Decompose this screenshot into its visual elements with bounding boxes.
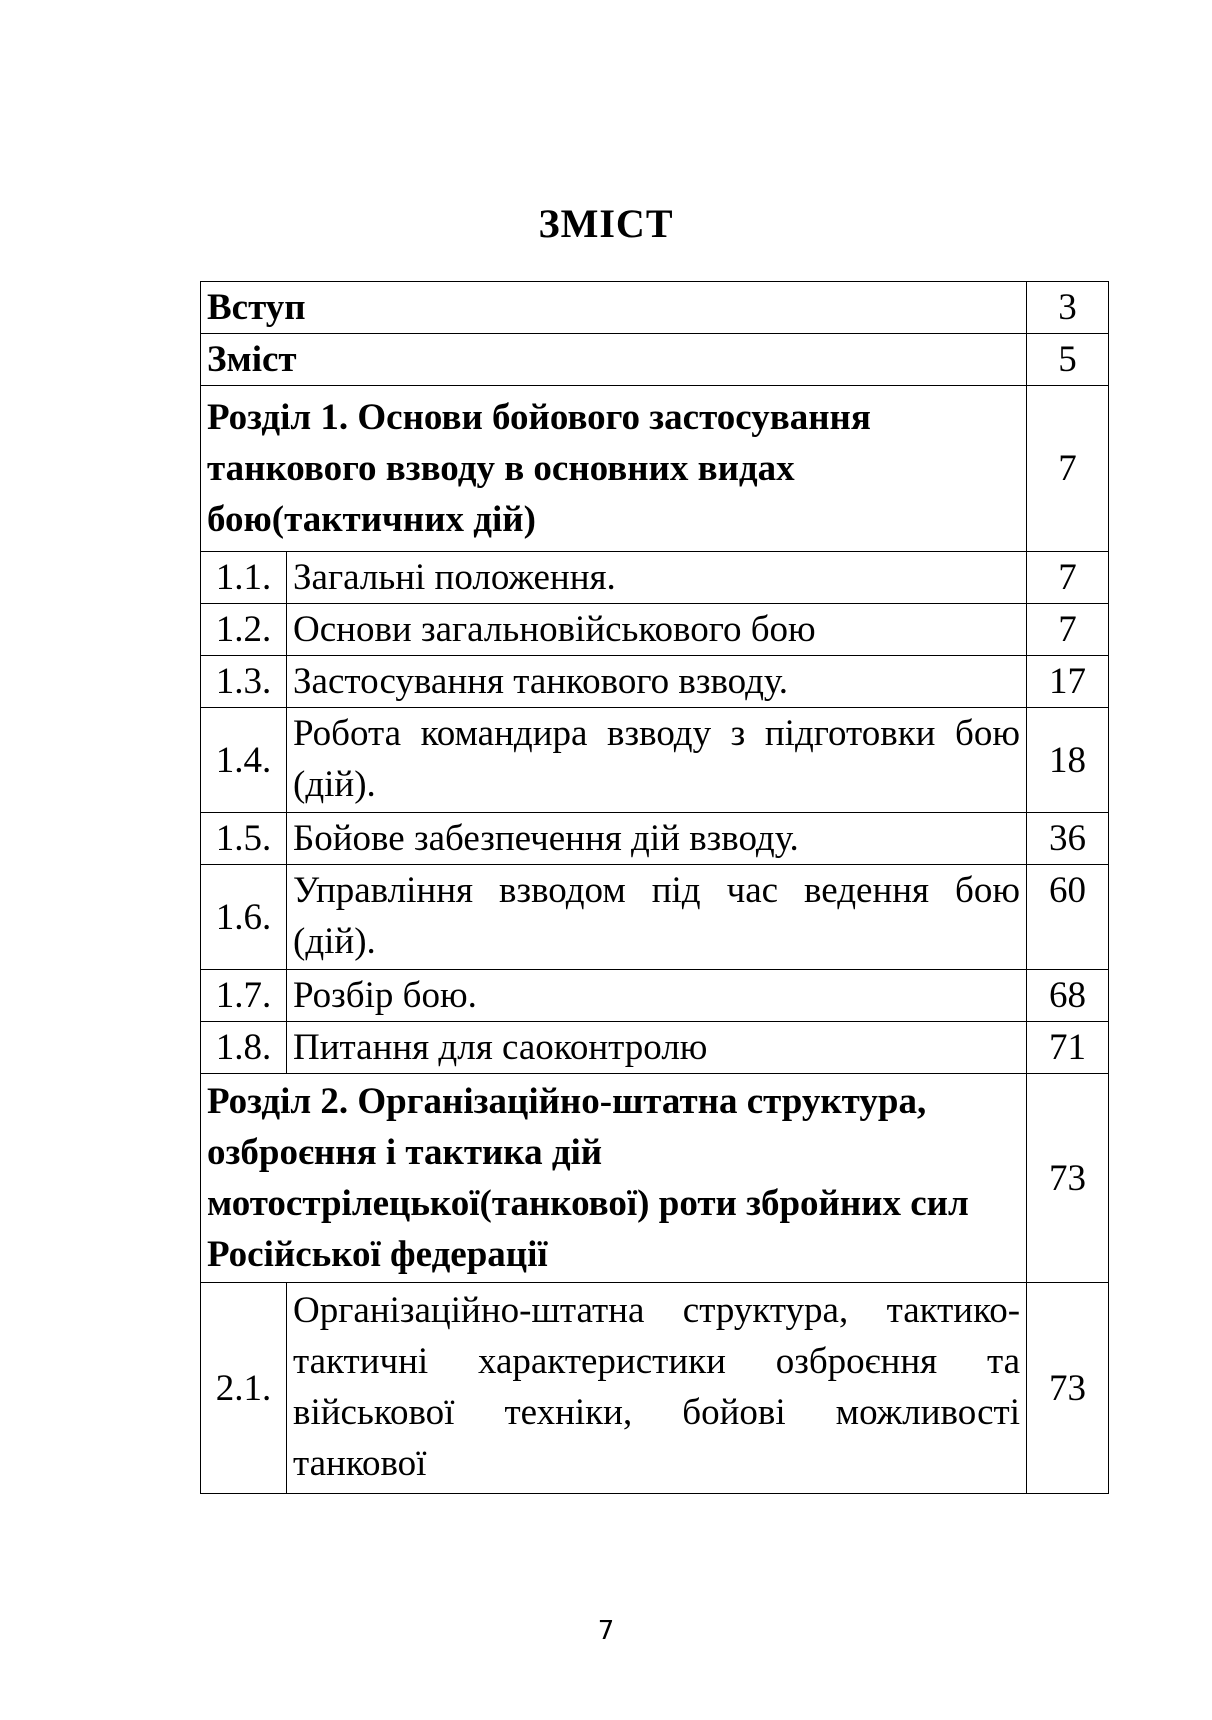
toc-row-contents — [201, 334, 1109, 386]
toc-entry-text: Бойове забезпечення дій взводу. — [287, 813, 1027, 865]
toc-entry-page: 73 — [1027, 1283, 1109, 1494]
toc-entry-text: Розбір бою. — [287, 970, 1027, 1022]
toc-entry-number: 1.5. — [201, 813, 287, 865]
toc-row-section-1 — [201, 386, 1109, 552]
toc-entry-text: Питання для саоконтролю — [287, 1022, 1027, 1074]
toc-row-1-5 — [201, 813, 1109, 865]
toc-row-1-6 — [201, 865, 1109, 970]
toc-row-1-4 — [201, 708, 1109, 813]
toc-entry-text: Загальні положення. — [287, 552, 1027, 604]
toc-row-intro — [201, 282, 1109, 334]
toc-row-1-7 — [201, 970, 1109, 1022]
toc-row-1-8 — [201, 1022, 1109, 1074]
toc-entry-number: 1.8. — [201, 1022, 287, 1074]
toc-entry-text: Управління взводом під час ведення бою (дій). — [287, 865, 1027, 970]
toc-entry-page: 17 — [1027, 656, 1109, 708]
toc-entry-text: Основи загальновійськового бою — [287, 604, 1027, 656]
toc-entry-page: 3 — [1027, 282, 1109, 334]
toc-row-1-1 — [201, 552, 1109, 604]
toc-section-heading: Розділ 1. Основи бойового застосування танкового взводу в основних видах бою(тактичних дій) — [201, 386, 1027, 552]
toc-entry-page: 18 — [1027, 708, 1109, 813]
toc-entry-number: 1.3. — [201, 656, 287, 708]
toc-entry-number: 1.1. — [201, 552, 287, 604]
page-number: 7 — [597, 1616, 615, 1646]
toc-entry-page: 5 — [1027, 334, 1109, 386]
toc-entry-text: Зміст — [201, 334, 1027, 386]
toc-row-1-3 — [201, 656, 1109, 708]
toc-entry-page: 60 — [1027, 865, 1109, 970]
toc-entry-text: Організаційно-штатна структура, тактико-тактичні характеристики озброєння та військової техніки, бойові можливості танкової — [287, 1283, 1027, 1494]
table-of-contents — [200, 281, 1109, 1494]
toc-row-2-1 — [201, 1283, 1109, 1494]
page-title: ЗМІСТ — [538, 201, 674, 246]
toc-entry-page: 71 — [1027, 1022, 1109, 1074]
toc-section-heading: Розділ 2. Організаційно-штатна структура, озброєння і тактика дій мотострілецької(танкової) роти збройних сил Російської федерації — [201, 1074, 1027, 1283]
toc-entry-text: Вступ — [201, 282, 1027, 334]
toc-row-section-2 — [201, 1074, 1109, 1283]
toc-entry-page: 7 — [1027, 604, 1109, 656]
toc-entry-text: Застосування танкового взводу. — [287, 656, 1027, 708]
toc-entry-page: 7 — [1027, 386, 1109, 552]
toc-entry-text: Робота командира взводу з підготовки бою (дій). — [287, 708, 1027, 813]
toc-entry-page: 36 — [1027, 813, 1109, 865]
toc-entry-page: 7 — [1027, 552, 1109, 604]
toc-entry-number: 2.1. — [201, 1283, 287, 1494]
toc-entry-number: 1.6. — [201, 865, 287, 970]
toc-entry-number: 1.2. — [201, 604, 287, 656]
toc-entry-page: 68 — [1027, 970, 1109, 1022]
toc-entry-number: 1.4. — [201, 708, 287, 813]
toc-row-1-2 — [201, 604, 1109, 656]
toc-entry-number: 1.7. — [201, 970, 287, 1022]
toc-entry-page: 73 — [1027, 1074, 1109, 1283]
